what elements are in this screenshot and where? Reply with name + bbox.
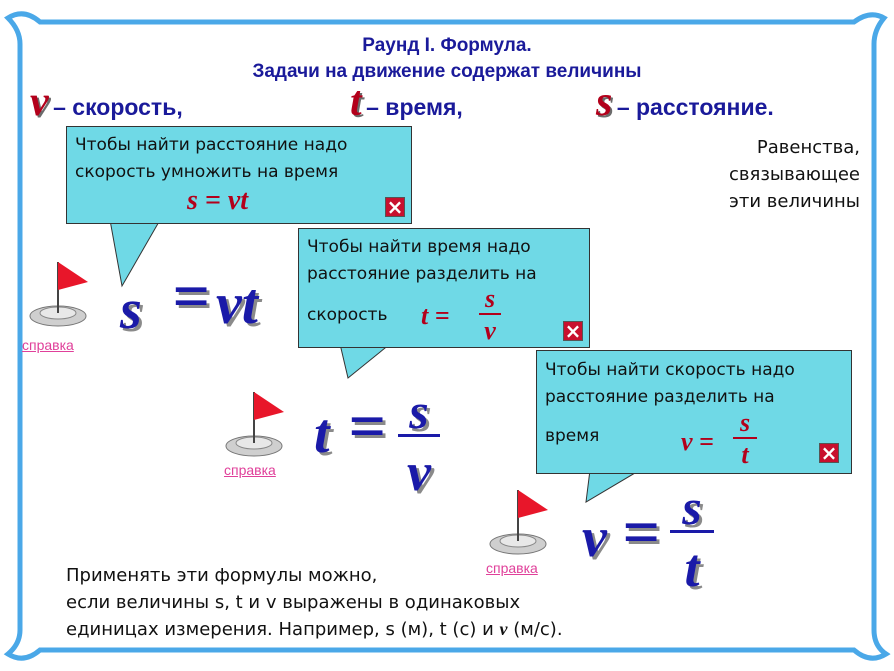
bubble-text-line: Чтобы найти время надо [307,237,531,257]
variable-s-symbol: s [596,79,613,125]
side-note [640,134,860,215]
variable-t-definition [350,78,463,126]
side-note-line: эти величины [729,191,860,212]
bubble-time-formula-num: s [479,285,501,315]
bubble-time-formula-lhs: t = [421,301,450,330]
bottom-note-line: если величины s, t и v выражены в одинаковых [66,592,521,613]
bubble-distance [66,126,412,224]
bottom-note-line: Применять эти формулы можно, [66,565,378,586]
bubble-speed [536,350,852,474]
bubble-text-line: Чтобы найти расстояние надо [75,135,348,155]
bubble-text-line: Чтобы найти скорость надо [545,360,795,380]
formula-v-lhs: v [582,507,607,569]
variable-t-desc: – время, [366,94,463,120]
help-link[interactable]: справка [224,462,276,478]
formula-v-den: t [684,538,700,598]
formula-t-den: v [407,442,431,502]
bubble-time-tail [330,344,420,384]
close-bubble-distance-button[interactable] [385,197,405,217]
bubble-speed-formula-den: t [741,440,749,469]
formula-t-lhs: t [314,403,330,465]
bottom-note-text: единицах измерения. Например, s (м), t (с) и [66,619,500,640]
close-icon: × [386,195,404,219]
help-link[interactable]: справка [486,560,538,576]
bubble-text-line: расстояние разделить на [307,264,537,284]
formula-v-num: s [670,484,714,533]
close-bubble-time-button[interactable] [563,321,583,341]
bubble-distance-text [75,132,347,186]
variable-t-symbol: t [350,79,362,125]
formula-v-eq: = [622,496,660,569]
title-line-1: Раунд I. Формула. [362,35,532,56]
bottom-note-v: v [499,619,508,639]
bottom-note [66,562,746,643]
variable-v-definition [30,78,183,126]
close-icon: × [564,319,582,343]
side-note-line: Равенства, [756,137,860,158]
bubble-text-line: скорость умножить на время [75,162,339,182]
flag-icon[interactable] [222,386,292,458]
formula-s-rhs: vt [216,271,258,336]
variable-v-symbol: v [30,79,49,125]
formula-s-eq: = [172,260,210,333]
bubble-text-line: расстояние разделить на [545,387,775,407]
bubble-speed-text [545,357,795,450]
bubble-time [298,228,590,348]
variable-v-desc: – скорость, [53,94,183,120]
bubble-distance-formula: s = vt [187,185,249,216]
bubble-text-line: время [545,426,600,446]
bubble-speed-formula-num: s [733,409,757,439]
side-note-line: связывающее [728,164,860,185]
formula-t-num: s [398,388,440,437]
title-line-2: Задачи на движение содержат величины [252,61,642,82]
bottom-note-line [66,616,746,643]
close-icon: × [820,441,838,465]
close-bubble-speed-button[interactable] [819,443,839,463]
formula-s-lhs: s [120,279,142,341]
help-link[interactable]: справка [22,337,74,353]
variable-s-definition [596,78,774,126]
bottom-note-text: (м/с). [507,619,563,640]
bubble-time-formula-den: v [484,316,496,345]
formula-t-eq: = [348,390,386,463]
variable-s-desc: – расстояние. [616,94,774,120]
bubble-text-line: скорость [307,305,388,325]
bubble-speed-formula-lhs: v = [681,427,714,456]
flag-icon[interactable] [486,484,556,556]
flag-icon[interactable] [26,256,96,328]
